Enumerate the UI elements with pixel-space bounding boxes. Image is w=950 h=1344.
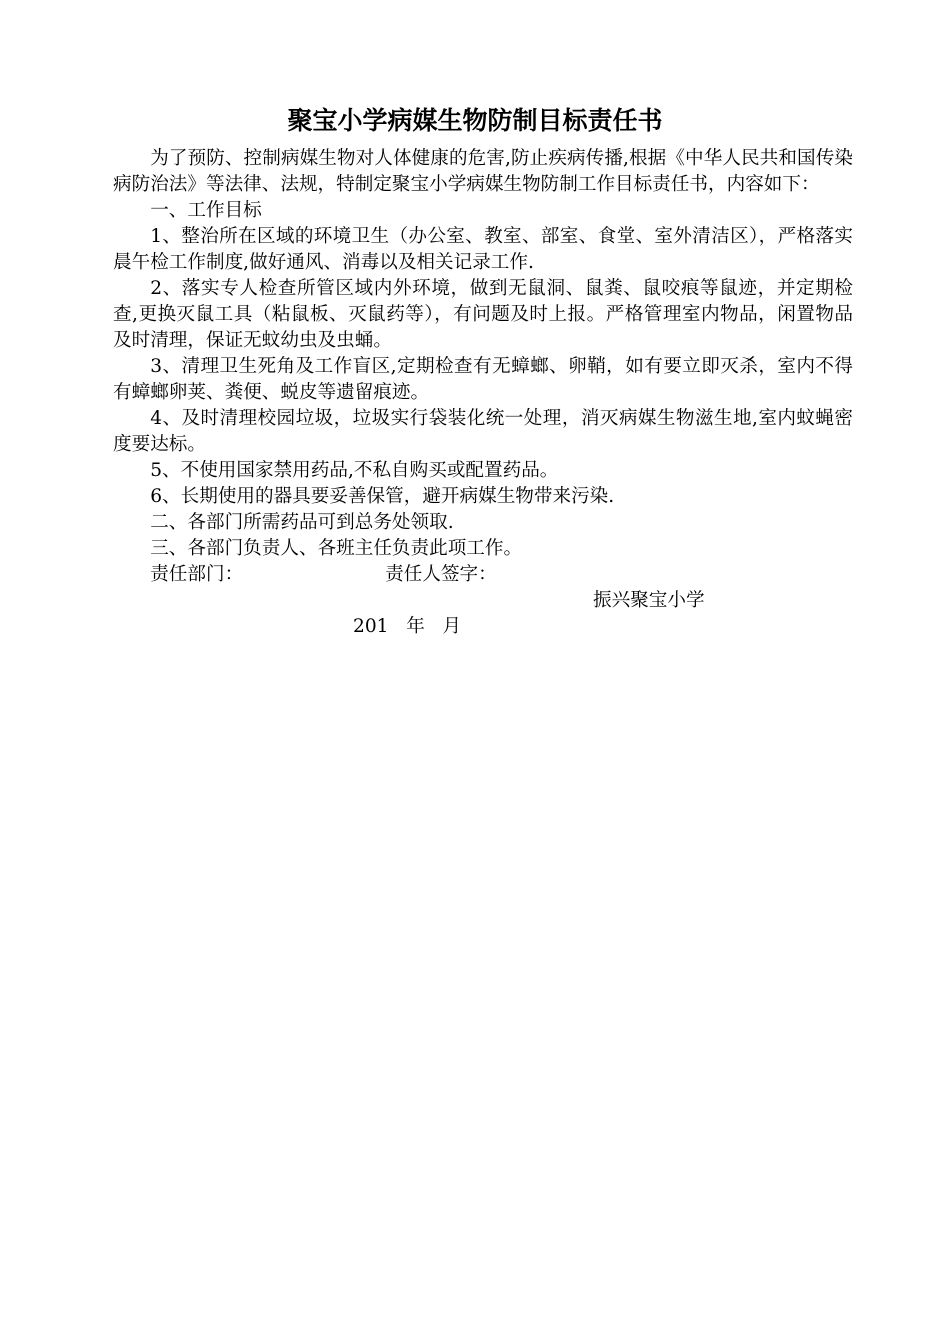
department-label: 责任部门： [150,564,244,585]
goal-item-1: 1、整治所在区域的环境卫生（办公室、教室、部室、食堂、室外清洁区），严格落实晨午检工作制度,做好通风、消毒以及相关记录工作. [113,226,853,273]
document-title: 聚宝小学病媒生物防制目标责任书 [287,106,663,135]
document-body [113,146,853,640]
signature-row [113,562,853,588]
section-medicine: 二、各部门所需药品可到总务处领取. [150,512,454,533]
goal-item-3: 3、清理卫生死角及工作盲区,定期检查有无蟑螂、卵鞘，如有要立即灭杀，室内不得有蟑螂卵荚、粪便、蜕皮等遗留痕迹。 [113,356,853,403]
document-date: 201 年 月 [353,616,462,637]
section-responsibility: 三、各部门负责人、各班主任负责此项工作。 [150,538,523,559]
goal-item-4: 4、及时清理校园垃圾，垃圾实行袋装化统一处理，消灭病媒生物滋生地,室内蚊蝇密度要达标。 [113,408,853,455]
section-heading-goals: 一、工作目标 [150,200,262,221]
goal-item-5: 5、不使用国家禁用药品,不私自购买或配置药品。 [150,460,559,481]
goal-item-6: 6、长期使用的器具要妥善保管，避开病媒生物带来污染. [150,486,615,507]
school-name: 振兴聚宝小学 [593,590,705,611]
intro-paragraph: 为了预防、控制病媒生物对人体健康的危害,防止疾病传播,根据《中华人民共和国传染病防治法》等法律、法规，特制定聚宝小学病媒生物防制工作目标责任书，内容如下： [113,148,853,195]
goal-item-2: 2、落实专人检查所管区域内外环境，做到无鼠洞、鼠粪、鼠咬痕等鼠迹，并定期检查,更换灭鼠工具（粘鼠板、灭鼠药等），有问题及时上报。严格管理室内物品，闲置物品及时清理，保证无蚊幼虫及虫蛹。 [113,278,853,351]
signer-label: 责任人签字： [385,564,497,585]
